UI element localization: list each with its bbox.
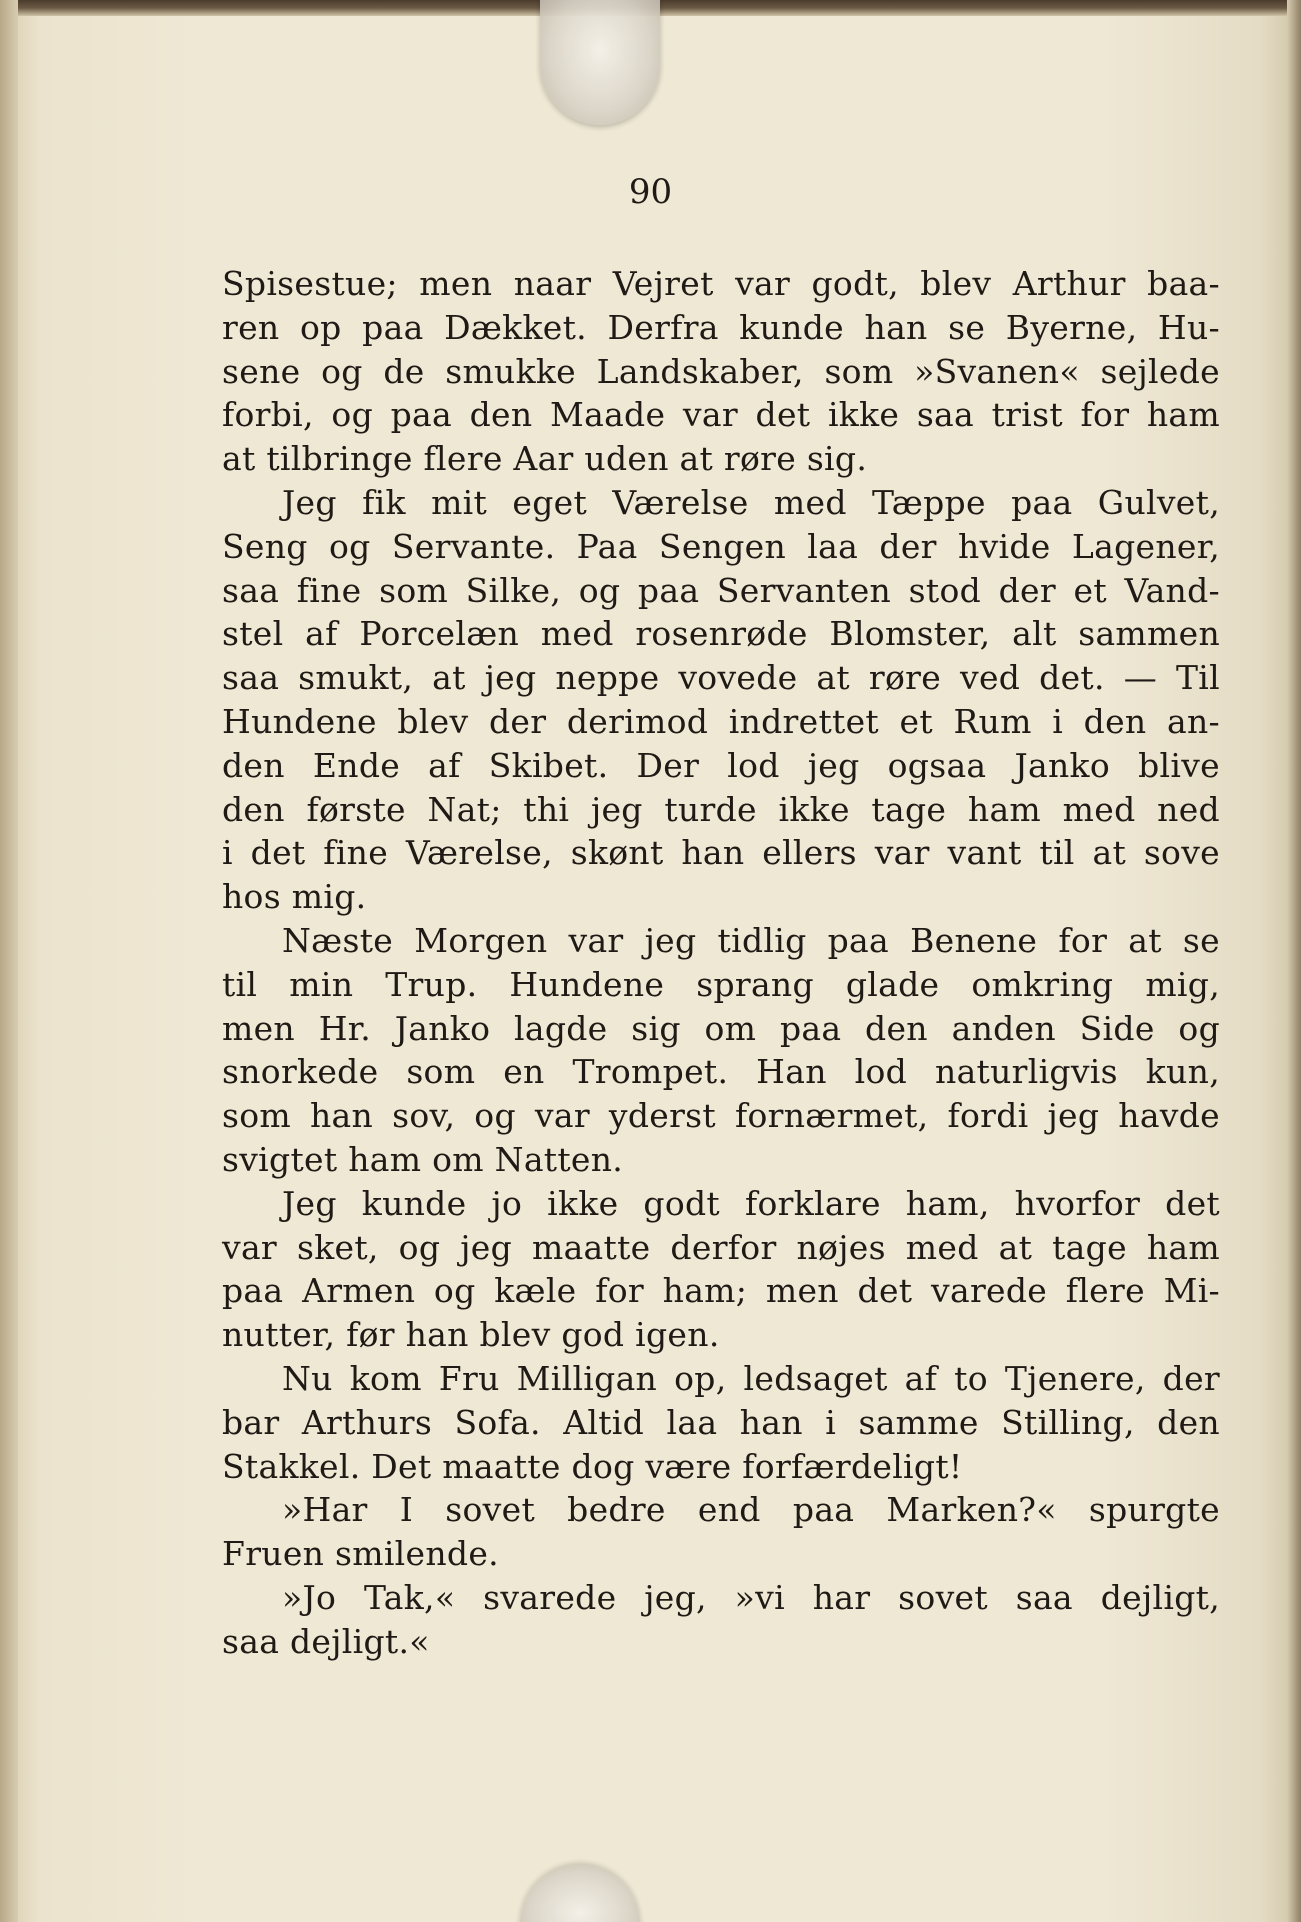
text-line: at tilbringe flere Aar uden at røre sig. xyxy=(222,439,868,479)
text-line: bar Arthurs Sofa. Altid laa han i samme Stilling, den xyxy=(222,1402,1220,1442)
text-line: Fruen smilende. xyxy=(222,1534,499,1574)
text-line: Nu kom Fru Milligan op, ledsaget af to Tjenere, der xyxy=(282,1358,1220,1398)
text-line: til min Trup. Hundene sprang glade omkring mig, xyxy=(222,964,1220,1004)
text-line: forbi, og paa den Maade var det ikke saa trist for ham xyxy=(222,395,1220,435)
text-line: Jeg fik mit eget Værelse med Tæppe paa Gulvet, xyxy=(282,482,1220,522)
text-line: Spisestue; men naar Vejret var godt, blev Arthur baa- xyxy=(222,264,1220,303)
text-line: saa smukt, at jeg neppe vovede at røre ved det. — Til xyxy=(222,658,1220,698)
scanner-clip-bottom xyxy=(520,1865,640,1922)
text-line: den Ende af Skibet. Der lod jeg ogsaa Janko blive xyxy=(222,745,1220,785)
text-line: som han sov, og var yderst fornærmet, fordi jeg havde xyxy=(222,1096,1220,1136)
text-line: saa fine som Silke, og paa Servanten stod der et Vand- xyxy=(222,570,1220,610)
body-text xyxy=(222,262,1220,1664)
text-line: paa Armen og kæle for ham; men det varede flere Mi- xyxy=(222,1271,1220,1311)
text-line: Stakkel. Det maatte dog være forfærdeligt! xyxy=(222,1446,963,1486)
text-line: sene og de smukke Landskaber, som »Svanen« sejlede xyxy=(222,351,1220,391)
text-line: den første Nat; thi jeg turde ikke tage ham med ned xyxy=(222,789,1220,829)
text-line: Seng og Servante. Paa Sengen laa der hvide Lagener, xyxy=(222,526,1220,566)
page-left-edge xyxy=(0,0,18,1922)
scanner-clip-top xyxy=(540,0,660,125)
page-right-edge xyxy=(1287,0,1301,1922)
text-line: var sket, og jeg maatte derfor nøjes med at tage ham xyxy=(222,1227,1220,1267)
text-line: Hundene blev der derimod indrettet et Rum i den an- xyxy=(222,701,1220,741)
text-line: men Hr. Janko lagde sig om paa den anden Side og xyxy=(222,1008,1220,1048)
page-number: 90 xyxy=(628,172,673,212)
text-line: hos mig. xyxy=(222,877,367,917)
text-line: Næste Morgen var jeg tidlig paa Benene for at se xyxy=(282,920,1220,960)
text-line: svigtet ham om Natten. xyxy=(222,1139,624,1179)
text-line: »Har I sovet bedre end paa Marken?« spurgte xyxy=(282,1490,1220,1530)
text-line: i det fine Værelse, skønt han ellers var vant til at sove xyxy=(222,833,1220,873)
text-line: stel af Porcelæn med rosenrøde Blomster, alt sammen xyxy=(222,614,1220,654)
text-line: ren op paa Dækket. Derfra kunde han se Byerne, Hu- xyxy=(222,307,1220,347)
text-line: saa dejligt.« xyxy=(222,1621,430,1661)
text-line: nutter, før han blev god igen. xyxy=(222,1315,720,1355)
text-line: snorkede som en Trompet. Han lod naturligvis kun, xyxy=(222,1052,1220,1092)
text-line: »Jo Tak,« svarede jeg, »vi har sovet saa dejligt, xyxy=(282,1577,1220,1617)
text-line: Jeg kunde jo ikke godt forklare ham, hvorfor det xyxy=(282,1183,1220,1223)
